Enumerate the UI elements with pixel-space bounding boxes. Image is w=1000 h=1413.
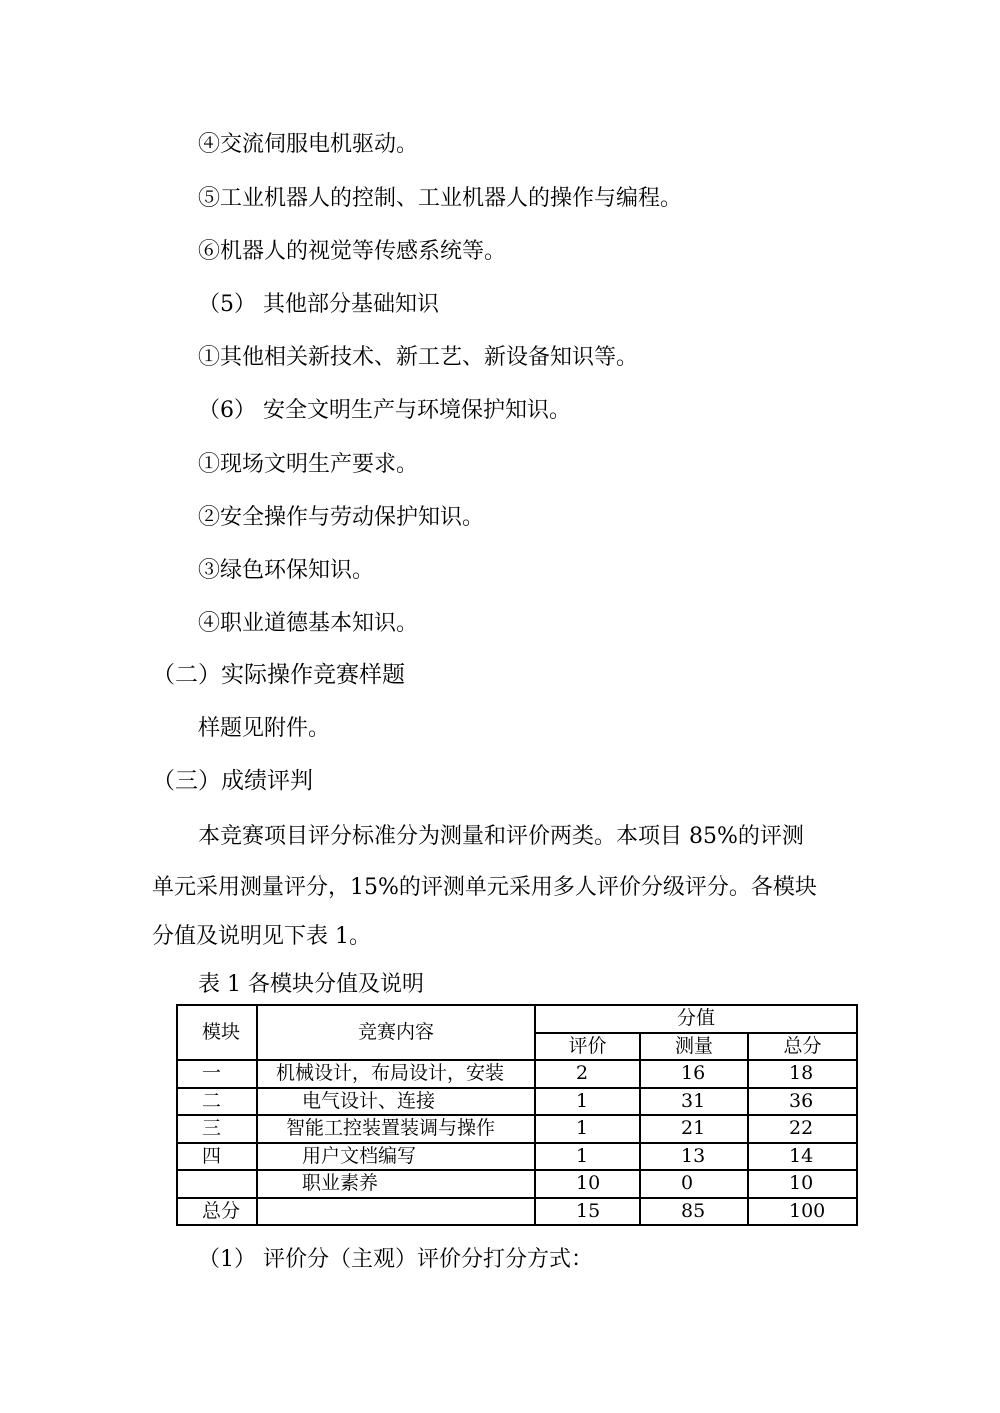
cell-content [257,1198,535,1226]
table-row [177,1198,857,1226]
cell-content: 职业素养 [257,1170,535,1198]
cell-measure: 21 [640,1115,748,1143]
list-item-ethics: ④职业道德基本知识。 [198,611,419,636]
cell-module: 一 [177,1060,257,1088]
cell-total: 14 [748,1143,857,1171]
cell-module: 三 [177,1115,257,1143]
cell-measure: 0 [640,1170,748,1198]
cell-content: 机械设计，布局设计，安装 [257,1060,535,1088]
header-measure: 测量 [640,1033,748,1061]
cell-content: 用户文档编写 [257,1143,535,1171]
table-row [177,1115,857,1143]
list-item-green-env: ③绿色环保知识。 [198,558,375,583]
paragraph-line-2: 单元采用测量评分，15%的评测单元采用多人评价分级评分。各模块 [152,875,817,900]
score-table [176,1004,858,1226]
table-caption: 表 1 各模块分值及说明 [198,972,424,997]
heading-practical-sample: （二）实际操作竞赛样题 [152,662,405,688]
cell-module [177,1170,257,1198]
list-item-site-civilization: ①现场文明生产要求。 [198,452,419,477]
cell-content: 智能工控装置装调与操作 [257,1115,535,1143]
cell-total: 18 [748,1060,857,1088]
cell-measure: 13 [640,1143,748,1171]
paragraph-line-3: 分值及说明见下表 1。 [152,924,371,949]
subjective-scoring-method: （1） 评价分（主观）评价分打分方式： [198,1247,593,1272]
table-row [177,1088,857,1116]
heading-scoring: （三）成绩评判 [152,768,313,794]
paragraph-line-1: 本竞赛项目评分标准分为测量和评价两类。本项目 85%的评测 [198,824,804,849]
cell-module: 四 [177,1143,257,1171]
cell-total: 22 [748,1115,857,1143]
cell-eval: 1 [535,1088,640,1116]
cell-module: 二 [177,1088,257,1116]
section-safety: （6） 安全文明生产与环境保护知识。 [198,398,571,423]
header-module: 模块 [177,1005,257,1060]
cell-total: 10 [748,1170,857,1198]
cell-module: 总分 [177,1198,257,1226]
list-item-robot-control: ⑤工业机器人的控制、工业机器人的操作与编程。 [198,186,683,211]
table-row [177,1143,857,1171]
cell-content: 电气设计、连接 [257,1088,535,1116]
header-total: 总分 [748,1033,857,1061]
cell-measure: 85 [640,1198,748,1226]
table-row [177,1060,857,1088]
header-score: 分值 [535,1005,857,1033]
cell-measure: 31 [640,1088,748,1116]
list-item-robot-vision: ⑥机器人的视觉等传感系统等。 [198,239,507,264]
cell-total: 100 [748,1198,857,1226]
header-content: 竞赛内容 [257,1005,535,1060]
list-item-ac-servo: ④交流伺服电机驱动。 [198,132,419,157]
list-item-new-tech: ①其他相关新技术、新工艺、新设备知识等。 [198,345,639,370]
header-eval: 评价 [535,1033,640,1061]
sample-note: 样题见附件。 [198,716,331,741]
cell-eval: 10 [535,1170,640,1198]
cell-measure: 16 [640,1060,748,1088]
cell-eval: 1 [535,1115,640,1143]
cell-eval: 15 [535,1198,640,1226]
section-other-basics: （5） 其他部分基础知识 [198,292,439,317]
cell-eval: 2 [535,1060,640,1088]
table-row [177,1170,857,1198]
list-item-labor-protection: ②安全操作与劳动保护知识。 [198,505,485,530]
cell-total: 36 [748,1088,857,1116]
cell-eval: 1 [535,1143,640,1171]
